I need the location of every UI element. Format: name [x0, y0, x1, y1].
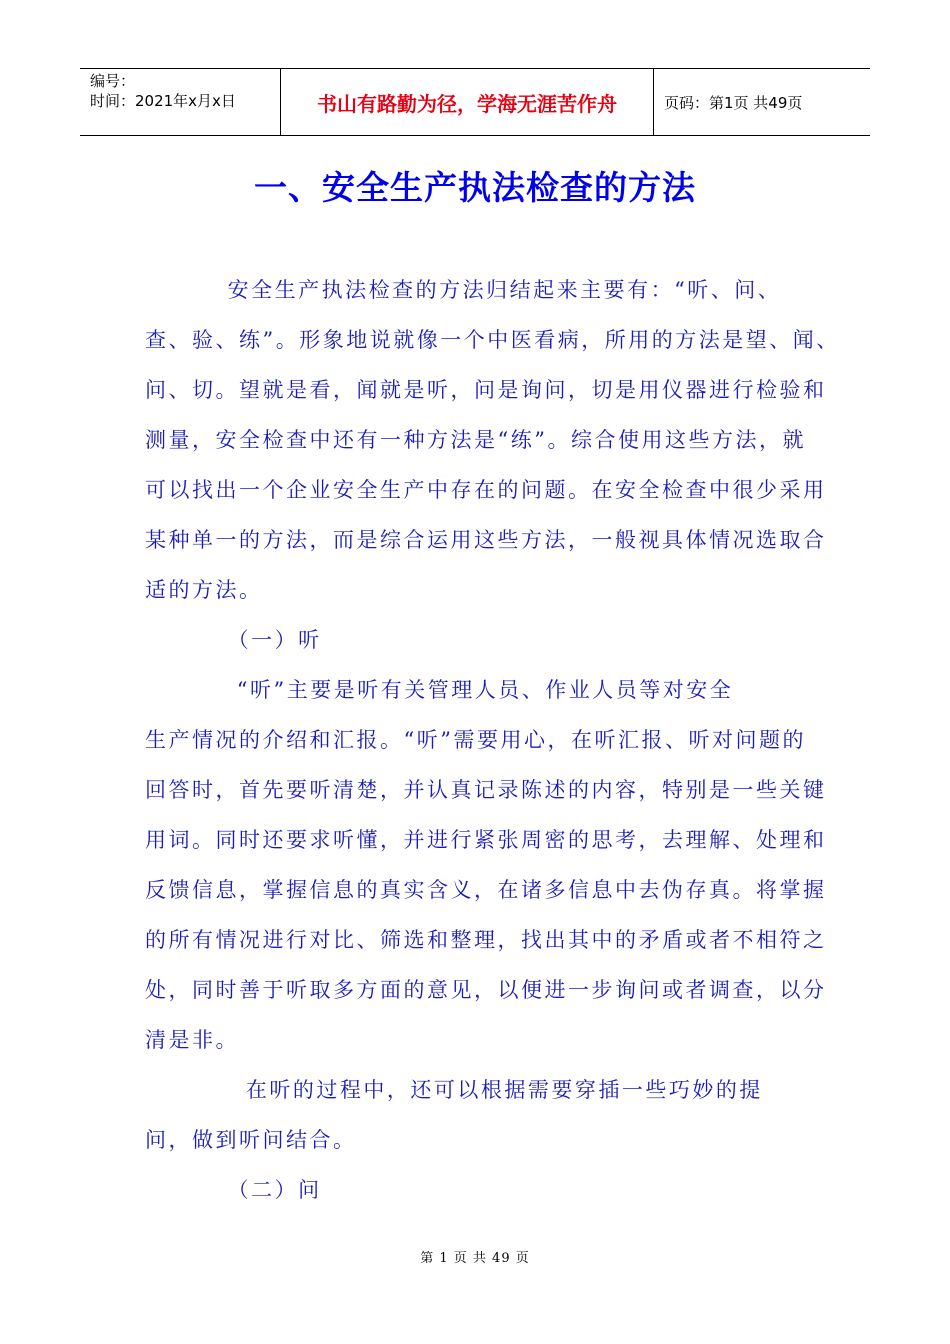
number-label: 编号：: [90, 72, 136, 90]
body-line: 问、切。望就是看，闻就是听，问是询问，切是用仪器进行检验和: [145, 378, 827, 402]
body-line: 用词。同时还要求听懂，并进行紧张周密的思考，去理解、处理和: [145, 828, 827, 852]
body-line: 生产情况的介绍和汇报。“听”需要用心，在听汇报、听对问题的: [145, 728, 806, 752]
body-line: 在听的过程中，还可以根据需要穿插一些巧妙的提: [145, 1078, 763, 1102]
page-info: 页码：第1页 共49页: [664, 93, 803, 112]
body-line: 处，同时善于听取多方面的意见，以便进一步询问或者调查，以分: [145, 978, 827, 1002]
body-line: 某种单一的方法，而是综合运用这些方法，一般视具体情况选取合: [145, 528, 827, 552]
body-line: 安全生产执法检查的方法归结起来主要有：“听、问、: [145, 278, 782, 302]
document-title: 一、安全生产执法检查的方法: [254, 168, 696, 207]
section-heading: （一）听: [145, 628, 322, 652]
header-table: [80, 68, 870, 136]
body-line: 可以找出一个企业安全生产中存在的问题。在安全检查中很少采用: [145, 478, 827, 502]
body-line: 反馈信息，掌握信息的真实含义，在诸多信息中去伪存真。将掌握: [145, 878, 827, 902]
document-body: [145, 265, 840, 1215]
motto: 书山有路勤为径，学海无涯苦作舟: [281, 69, 654, 135]
body-line: 问，做到听问结合。: [145, 1128, 357, 1152]
body-line: 回答时，首先要听清楚，并认真记录陈述的内容，特别是一些关键: [145, 778, 827, 802]
body-line: “听”主要是听有关管理人员、作业人员等对安全: [145, 678, 734, 702]
section-heading: （二）问: [145, 1178, 322, 1202]
body-line: 的所有情况进行对比、筛选和整理，找出其中的矛盾或者不相符之: [145, 928, 827, 952]
time-label: 时间：2021年x月x日: [90, 92, 236, 110]
header-left-cell: [80, 69, 281, 135]
body-line: 适的方法。: [145, 578, 263, 602]
page-footer: 第 1 页 共 49 页: [420, 1251, 530, 1266]
body-line: 清是非。: [145, 1028, 239, 1052]
body-line: 测量，安全检查中还有一种方法是“练”。综合使用这些方法，就: [145, 428, 806, 452]
body-line: 查、验、练”。形象地说就像一个中医看病，所用的方法是望、闻、: [145, 328, 840, 352]
